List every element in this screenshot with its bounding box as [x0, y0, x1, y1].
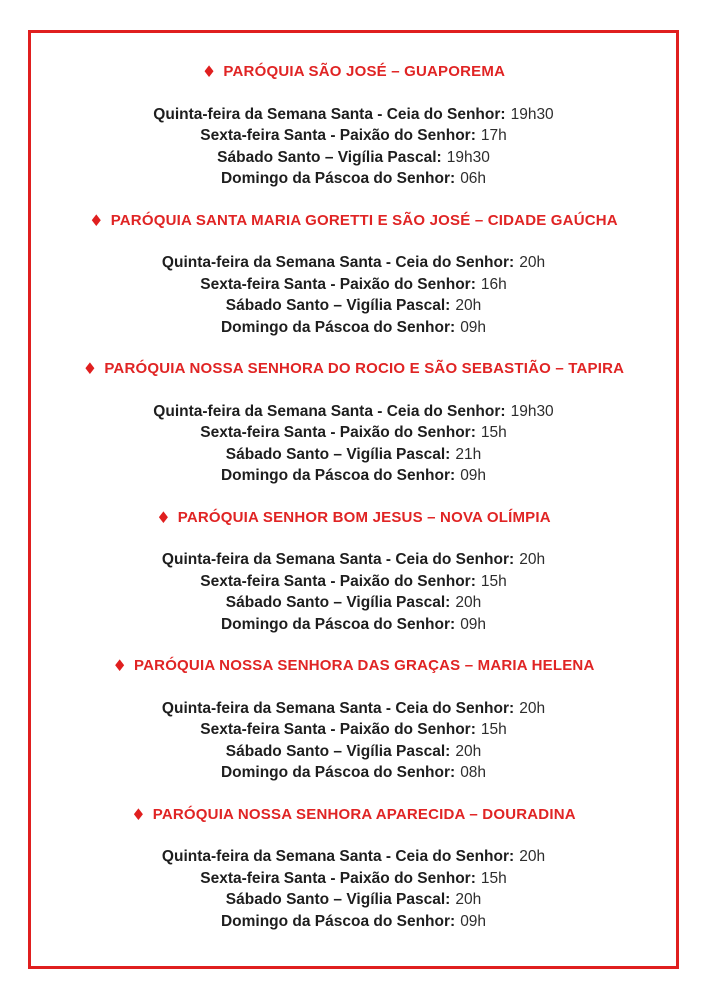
- schedule-row: [41, 614, 666, 636]
- schedule-row: [41, 168, 666, 190]
- schedule-time: 20h: [519, 848, 546, 865]
- schedule-label: Domingo da Páscoa do Senhor:: [220, 912, 456, 930]
- schedule-time: 20h: [519, 699, 546, 717]
- parish-title: [41, 804, 666, 826]
- schedule-row: [41, 465, 666, 487]
- parish-title-text: PARÓQUIA NOSSA SENHORA DAS GRAÇAS – MARIA HELENA: [134, 657, 595, 674]
- diamond-icon: ♦: [82, 359, 98, 378]
- schedule-label: Sábado Santo – Vigília Pascal:: [225, 445, 451, 463]
- schedule-row: [41, 549, 666, 571]
- parish-section: [41, 210, 666, 339]
- schedule-time: 21h: [455, 445, 482, 463]
- schedule-row: [41, 719, 666, 741]
- schedule-label: Sexta-feira Santa - Paixão do Senhor:: [200, 424, 476, 441]
- schedule-row: [41, 422, 666, 444]
- schedule-row: [41, 147, 666, 169]
- schedule-time: 20h: [455, 891, 482, 908]
- red-border-frame: [28, 30, 679, 969]
- schedule-label: Sábado Santo – Vigília Pascal:: [225, 594, 451, 611]
- schedule-label: Domingo da Páscoa do Senhor:: [220, 764, 456, 781]
- parish-section: [41, 804, 666, 933]
- schedule-label: Sexta-feira Santa - Paixão do Senhor:: [200, 127, 476, 144]
- schedule-row: [41, 317, 666, 339]
- parish-title-text: PARÓQUIA NOSSA SENHORA DO ROCIO E SÃO SEBASTIÃO – TAPIRA: [104, 360, 625, 377]
- schedule-row: [41, 444, 666, 466]
- schedule-row: [41, 846, 666, 868]
- parish-title: [41, 61, 666, 83]
- schedule-row: [41, 274, 666, 296]
- schedule-label: Sábado Santo – Vigília Pascal:: [225, 742, 451, 760]
- schedule-time: 20h: [455, 297, 482, 314]
- schedule-row: [41, 295, 666, 317]
- parish-title: [41, 210, 666, 232]
- schedule-time: 20h: [519, 254, 546, 271]
- schedule-row: [41, 252, 666, 274]
- schedule-row: [41, 125, 666, 147]
- schedule-label: Sexta-feira Santa - Paixão do Senhor:: [200, 572, 476, 590]
- parish-section: [41, 507, 666, 636]
- parish-title-text: PARÓQUIA SENHOR BOM JESUS – NOVA OLÍMPIA: [177, 508, 551, 526]
- schedule-time: 16h: [480, 275, 507, 293]
- schedule-label: Quinta-feira da Semana Santa - Ceia do Senhor:: [161, 254, 515, 271]
- schedule-label: Domingo da Páscoa do Senhor:: [220, 170, 456, 187]
- schedule-row: [41, 911, 666, 933]
- schedule-time: 09h: [460, 615, 487, 633]
- schedule-label: Sexta-feira Santa - Paixão do Senhor:: [200, 721, 476, 738]
- parish-section: [41, 655, 666, 784]
- parish-title-text: PARÓQUIA NOSSA SENHORA APARECIDA – DOURADINA: [152, 805, 576, 823]
- schedule-time: 20h: [455, 594, 482, 611]
- schedule-time: 19h30: [510, 105, 554, 123]
- schedule-time: 15h: [480, 721, 507, 738]
- parish-section: [41, 61, 666, 190]
- schedule-row: [41, 741, 666, 763]
- parish-title: [41, 655, 666, 677]
- parish-title: [41, 507, 666, 529]
- parish-title: [41, 358, 666, 380]
- diamond-icon: ♦: [201, 62, 217, 81]
- schedule-row: [41, 401, 666, 423]
- schedule-time: 15h: [480, 424, 507, 441]
- parish-section: [41, 358, 666, 487]
- schedule-label: Domingo da Páscoa do Senhor:: [220, 318, 456, 336]
- schedule-time: 19h30: [446, 148, 490, 166]
- schedule-time: 06h: [460, 170, 487, 187]
- schedule-row: [41, 571, 666, 593]
- schedule-row: [41, 592, 666, 614]
- schedule-time: 20h: [519, 551, 546, 568]
- schedule-label: Sexta-feira Santa - Paixão do Senhor:: [200, 275, 476, 293]
- schedule-label: Quinta-feira da Semana Santa - Ceia do Senhor:: [161, 699, 515, 717]
- diamond-icon: ♦: [131, 804, 146, 824]
- schedule-time: 09h: [460, 912, 487, 930]
- parish-title-text: PARÓQUIA SÃO JOSÉ – GUAPOREMA: [223, 63, 506, 80]
- parish-title-text: PARÓQUIA SANTA MARIA GORETTI E SÃO JOSÉ – CIDADE GAÚCHA: [110, 211, 618, 229]
- schedule-row: [41, 868, 666, 890]
- schedule-label: Domingo da Páscoa do Senhor:: [220, 467, 456, 484]
- schedule-label: Quinta-feira da Semana Santa - Ceia do Senhor:: [161, 551, 515, 568]
- schedule-time: 09h: [460, 318, 487, 336]
- schedule-label: Quinta-feira da Semana Santa - Ceia do Senhor:: [153, 105, 506, 123]
- diamond-icon: ♦: [89, 210, 104, 230]
- schedule-label: Quinta-feira da Semana Santa - Ceia do Senhor:: [161, 848, 515, 865]
- schedule-time: 08h: [460, 764, 487, 781]
- schedule-time: 15h: [480, 572, 507, 590]
- schedule-label: Sexta-feira Santa - Paixão do Senhor:: [200, 869, 476, 887]
- schedule-time: 15h: [480, 869, 507, 887]
- diamond-icon: ♦: [112, 656, 128, 675]
- schedule-label: Sábado Santo – Vigília Pascal:: [225, 891, 451, 908]
- schedule-row: [41, 762, 666, 784]
- schedule-row: [41, 889, 666, 911]
- schedule-time: 20h: [455, 742, 482, 760]
- schedule-row: [41, 698, 666, 720]
- schedule-time: 17h: [480, 127, 507, 144]
- schedule-label: Domingo da Páscoa do Senhor:: [220, 615, 456, 633]
- schedule-time: 19h30: [510, 402, 554, 420]
- diamond-icon: ♦: [156, 507, 171, 527]
- schedule-label: Quinta-feira da Semana Santa - Ceia do Senhor:: [153, 402, 506, 420]
- schedule-row: [41, 104, 666, 126]
- schedule-label: Sábado Santo – Vigília Pascal:: [225, 297, 451, 314]
- schedule-time: 09h: [460, 467, 487, 484]
- schedule-label: Sábado Santo – Vigília Pascal:: [217, 148, 442, 166]
